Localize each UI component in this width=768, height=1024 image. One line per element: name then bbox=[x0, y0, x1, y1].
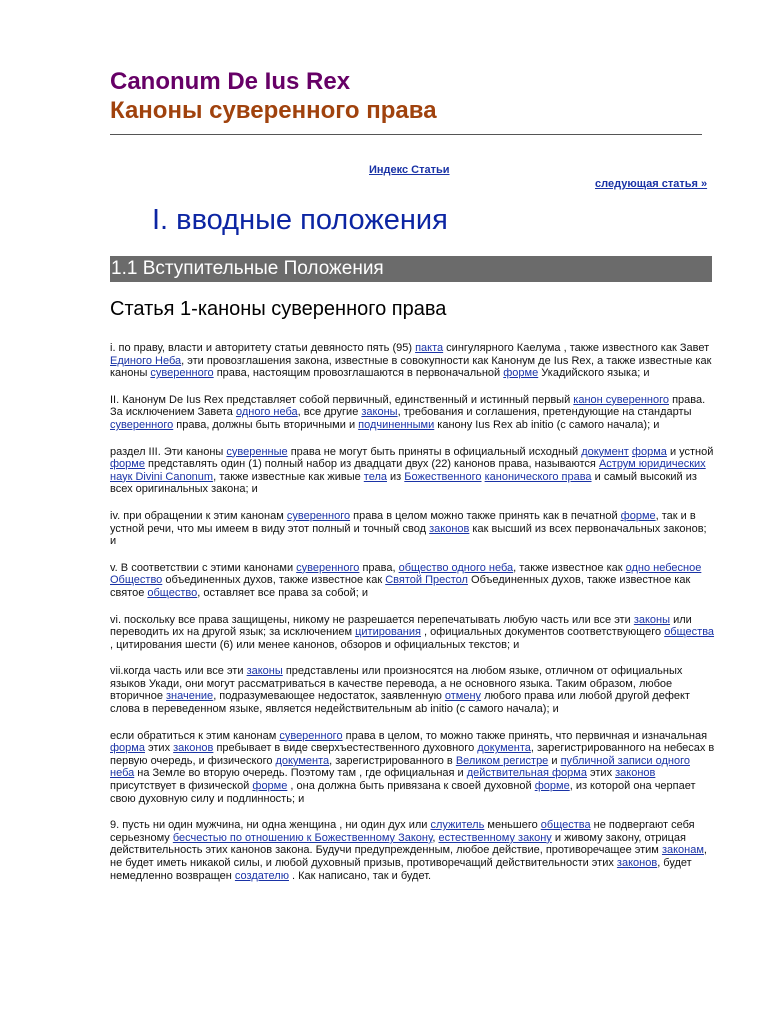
inline-link[interactable]: форме bbox=[252, 780, 288, 793]
inline-link[interactable]: создателю bbox=[234, 869, 289, 882]
inline-link[interactable]: одно небесное Общество bbox=[110, 561, 702, 587]
paragraph-text: если обратиться к этим канонам bbox=[110, 729, 280, 742]
paragraph-text: vi. поскольку все права защищены, никому не разрешается перепечатывать любую часть или все эти bbox=[110, 613, 634, 626]
paragraph-text: Укадийского языка; и bbox=[538, 367, 650, 380]
paragraph-text: объединенных духов, также известное как bbox=[162, 574, 386, 587]
paragraph-text: , подразумевающее недостаток, заявленную bbox=[213, 690, 445, 703]
paragraph-text: права. За исключением Завета bbox=[110, 393, 706, 419]
paragraph-text: vii.когда часть или все эти bbox=[110, 665, 247, 678]
inline-link[interactable]: служитель bbox=[430, 819, 485, 832]
paragraph-text: права не могут быть приняты в официальный исходный bbox=[287, 445, 582, 458]
inline-link[interactable]: Единого Неба bbox=[110, 354, 182, 367]
inline-link[interactable]: форма bbox=[110, 742, 145, 755]
paragraph-text: пребывает в виде сверхъестественного духовного bbox=[213, 742, 478, 755]
inline-link[interactable]: общества bbox=[664, 626, 715, 639]
paragraph-text: представлять один (1) полный набор из двадцати двух (22) канонов права, называются bbox=[144, 458, 599, 471]
paragraph-text: канону Ius Rex ab initio (с самого начала); и bbox=[434, 418, 660, 431]
paragraph-3 bbox=[110, 446, 715, 496]
inline-link[interactable]: цитирования bbox=[355, 626, 421, 639]
paragraph-text: права, настоящим провозглашаются в первоначальной bbox=[213, 367, 504, 380]
inline-link[interactable]: общества bbox=[540, 819, 591, 832]
inline-link[interactable]: законам bbox=[661, 844, 704, 857]
paragraph-text: , официальных документов соответствующего bbox=[421, 626, 665, 639]
title-russian: Каноны суверенного права bbox=[110, 97, 437, 124]
paragraph-text: i. по праву, власти и авторитету статьи девяносто пять (95) bbox=[110, 342, 416, 354]
paragraph-text: iv. при обращении к этим канонам bbox=[110, 509, 287, 522]
paragraph-text: , будет немедленно возвращен bbox=[110, 857, 692, 882]
inline-link[interactable]: общество одного неба bbox=[398, 561, 514, 574]
title-divider bbox=[110, 134, 702, 135]
inline-link[interactable]: естественному закону bbox=[438, 831, 552, 844]
inline-link[interactable]: законов bbox=[615, 767, 656, 780]
inline-link[interactable]: канонического права bbox=[484, 470, 592, 483]
inline-link[interactable]: одного неба bbox=[235, 406, 298, 419]
paragraph-6 bbox=[110, 614, 715, 652]
inline-link[interactable]: документ bbox=[581, 445, 629, 458]
inline-link[interactable]: отмену bbox=[444, 690, 482, 703]
paragraph-7 bbox=[110, 665, 715, 715]
inline-link[interactable]: законов bbox=[173, 742, 214, 755]
inline-link[interactable]: значение bbox=[166, 690, 214, 703]
inline-link[interactable]: форме bbox=[620, 509, 656, 522]
paragraph-text: и живому закону, отрицая действительность этих канонов закона. Будучи предупрежденным, любое действие, противоречащее этим bbox=[110, 831, 687, 857]
inline-link[interactable]: публичной записи одного неба bbox=[110, 754, 690, 780]
inline-link[interactable]: Святой Престол bbox=[385, 574, 468, 587]
paragraph-text: , также известное как bbox=[513, 561, 626, 574]
paragraph-text: Объединенных духов, также известное как святое bbox=[110, 574, 691, 599]
inline-link[interactable]: документа bbox=[477, 742, 531, 755]
inline-link[interactable]: суверенного bbox=[110, 418, 174, 431]
paragraph-text: этих bbox=[144, 742, 174, 755]
paragraph-5 bbox=[110, 562, 715, 600]
paragraph-text: из bbox=[386, 470, 405, 483]
paragraph-text: как высший из всех первоначальных законов; и bbox=[110, 522, 707, 548]
paragraph-text: , она должна быть привязана к своей духовной bbox=[287, 780, 535, 793]
inline-link[interactable]: общество bbox=[147, 586, 198, 599]
inline-link[interactable]: суверенного bbox=[150, 367, 214, 380]
inline-link[interactable]: форме bbox=[110, 458, 145, 471]
paragraph-1 bbox=[110, 342, 715, 380]
inline-link[interactable]: Аструм юридических наук Divini Canonum bbox=[110, 458, 706, 483]
paragraph-text: раздел III. Эти каноны bbox=[110, 445, 227, 458]
paragraph-8 bbox=[110, 730, 715, 806]
inline-link[interactable]: законы bbox=[633, 613, 671, 626]
paragraph-text: . Как написано, так и будет. bbox=[288, 869, 432, 882]
paragraph-text: , эти провозглашения закона, известные в совокупности как Канонум де Ius Rex, а также известные как каноны bbox=[110, 354, 712, 380]
paragraph-text: или переводить их на другой язык; за исключением bbox=[110, 613, 692, 639]
paragraph-text: , также известные как живые bbox=[213, 470, 364, 483]
paragraph-text: сингулярного Каелума , также известного как Завет bbox=[443, 342, 710, 354]
inline-link[interactable]: подчиненными bbox=[358, 418, 435, 431]
paragraph-text: не подвергают себя серьезному bbox=[110, 819, 695, 844]
inline-link[interactable]: документа bbox=[275, 754, 330, 767]
paragraph-text: любого права или любой другой дефект слова в переведенном языке, является недействительным ab initio (с самого начала); и bbox=[110, 690, 690, 716]
inline-link[interactable]: законов bbox=[429, 522, 470, 535]
inline-link[interactable]: суверенного bbox=[279, 729, 343, 742]
inline-link[interactable]: действительная форма bbox=[466, 767, 587, 780]
paragraph-text: представлены или произносятся на любом языке, отличном от официальных языков Укади, они могут рассматриваться в качестве перевода, а не основного языка. Таким образом, любое вторичное bbox=[110, 665, 683, 703]
paragraph-text: и bbox=[548, 754, 561, 767]
paragraph-text: , зарегистрированного на небесах в первую очередь, и физического bbox=[110, 742, 715, 767]
title-latin: Canonum De Ius Rex bbox=[110, 68, 351, 95]
paragraph-text: и устной bbox=[666, 445, 714, 458]
paragraph-text: , так и в устной речи, что мы имеем в виду этот полный и точный свод bbox=[110, 509, 696, 535]
inline-link[interactable]: бесчестью по отношению к Божественному Закону bbox=[172, 831, 433, 844]
inline-link[interactable]: законы bbox=[246, 665, 283, 678]
inline-link[interactable]: суверенного bbox=[286, 509, 351, 522]
paragraph-text: права в целом можно также принять как в печатной bbox=[350, 509, 621, 522]
paragraph-4 bbox=[110, 510, 715, 548]
paragraph-text: присутствует в физической bbox=[110, 780, 253, 793]
inline-link[interactable]: пакта bbox=[415, 342, 444, 354]
paragraph-text: права, должны быть вторичными и bbox=[173, 418, 359, 431]
subsection-bar: 1.1 Вступительные Положения bbox=[110, 256, 712, 282]
paragraph-text: и самый высокий из всех оригинальных закона; и bbox=[110, 470, 697, 496]
paragraph-9 bbox=[110, 819, 715, 882]
paragraph-text: , все другие bbox=[297, 406, 362, 419]
paragraph-text: , зарегистрированного в bbox=[329, 754, 456, 767]
inline-link[interactable]: законы bbox=[361, 406, 398, 419]
inline-link[interactable]: канон суверенного bbox=[573, 393, 670, 406]
paragraph-text: на Земле во вторую очередь. Поэтому там , где официальная и bbox=[134, 767, 467, 780]
article-title: Статья 1-каноны суверенного права bbox=[110, 298, 447, 320]
paragraph-text: , не будет иметь никакой силы, и любой духовный призыв, противоречащий действительности этих bbox=[110, 844, 707, 869]
paragraph-text: , bbox=[432, 831, 439, 844]
next-article-link[interactable]: следующая статья » bbox=[595, 178, 708, 190]
paragraph-text: II. Канонум De Ius Rex представляет собой первичный, единственный и истинный первый bbox=[110, 393, 574, 406]
inline-link[interactable]: суверенного bbox=[296, 561, 360, 574]
inline-link[interactable]: Великом регистре bbox=[455, 754, 549, 767]
inline-link[interactable]: тела bbox=[363, 470, 387, 483]
paragraph-text: , оставляет все права за собой; и bbox=[197, 586, 369, 599]
paragraph-text: , цитирования шести (6) или менее канонов, обзоров и официальных текстов; и bbox=[110, 638, 520, 651]
paragraph-text: , требования и соглашения, претендующие на стандарты bbox=[397, 406, 692, 419]
paragraph-text: права, bbox=[359, 561, 399, 574]
section-heading: I. вводные положения bbox=[152, 204, 448, 236]
article-body bbox=[110, 342, 715, 896]
inline-link[interactable]: суверенные bbox=[226, 445, 288, 458]
inline-link[interactable]: форма bbox=[631, 445, 667, 458]
paragraph-text: 9. пусть ни один мужчина, ни одна женщина , ни один дух или bbox=[110, 819, 431, 832]
paragraph-text: меньшего bbox=[484, 819, 541, 832]
inline-link[interactable]: законов bbox=[616, 857, 658, 869]
paragraph-2 bbox=[110, 394, 715, 432]
inline-link[interactable]: Божественного bbox=[404, 470, 482, 483]
paragraph-text: этих bbox=[586, 767, 616, 780]
paragraph-text: права в целом, то можно также принять, что первичная и изначальная bbox=[342, 729, 708, 742]
index-link[interactable]: Индекс Статьи bbox=[369, 164, 450, 176]
paragraph-text: , из которой она черпает свою духовную силу и подлинность; и bbox=[110, 780, 696, 805]
inline-link[interactable]: форме bbox=[534, 780, 570, 793]
paragraph-text: v. В соответствии с этими канонами bbox=[110, 561, 297, 574]
inline-link[interactable]: форме bbox=[503, 367, 539, 380]
